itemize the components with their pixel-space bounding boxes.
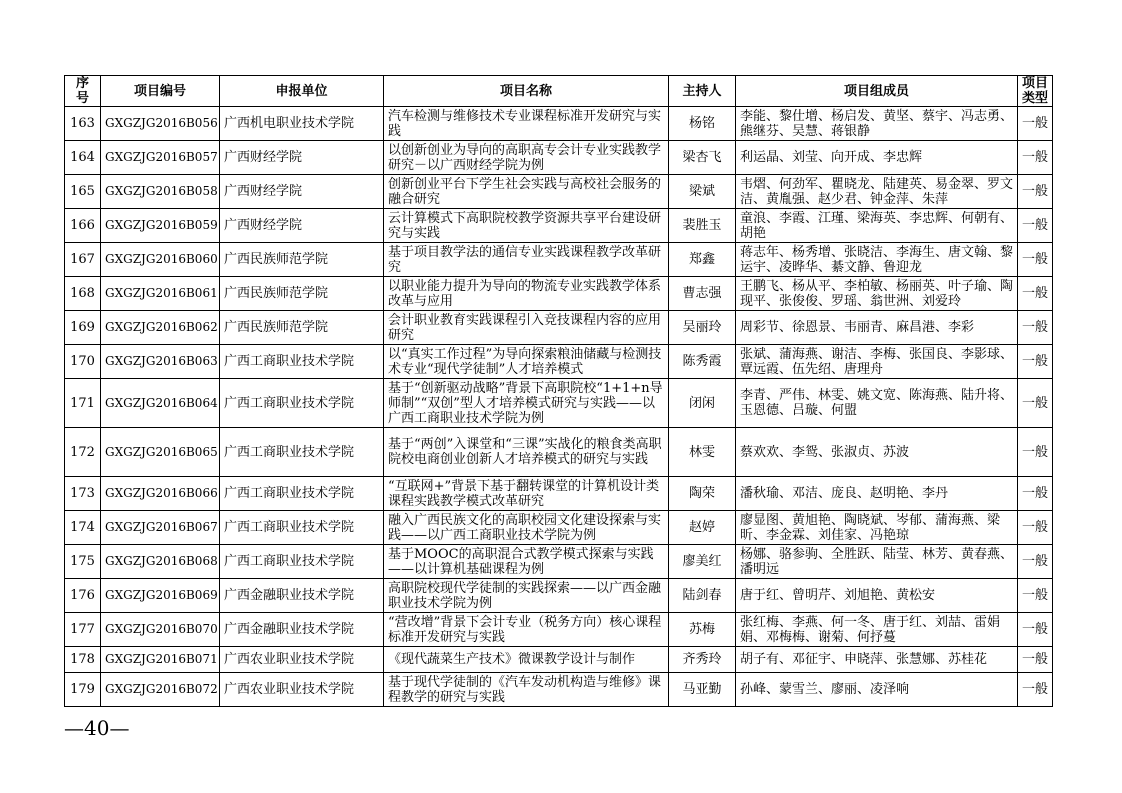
header-host: 主持人 [669, 76, 736, 107]
cell-name: 以职业能力提升为导向的物流专业实践教学体系改革与应用 [384, 277, 669, 311]
cell-no: 169 [65, 311, 101, 345]
cell-unit: 广西财经学院 [220, 141, 384, 175]
cell-type: 一般 [1018, 379, 1053, 428]
cell-unit: 广西财经学院 [220, 209, 384, 243]
cell-members: 李能、黎仕增、杨启发、黄坚、蔡宇、冯志勇、熊继芬、吴慧、蒋银静 [736, 107, 1018, 141]
table-row [65, 175, 1053, 209]
cell-type: 一般 [1018, 647, 1053, 673]
cell-no: 163 [65, 107, 101, 141]
cell-no: 164 [65, 141, 101, 175]
cell-unit: 广西农业职业技术学院 [220, 647, 384, 673]
cell-no: 174 [65, 511, 101, 545]
cell-code: GXGZJG2016B067 [101, 511, 220, 545]
cell-members: 周彩节、徐恩景、韦丽青、麻昌港、李彩 [736, 311, 1018, 345]
cell-members: 利运晶、刘莹、向开成、李忠辉 [736, 141, 1018, 175]
cell-name: “互联网+”背景下基于翻转课堂的计算机设计类课程实践教学模式改革研究 [384, 477, 669, 511]
table-row [65, 107, 1053, 141]
cell-host: 梁杏飞 [669, 141, 736, 175]
cell-name: 基于现代学徒制的《汽车发动机构造与维修》课程教学的研究与实践 [384, 673, 669, 707]
header-members: 项目组成员 [736, 76, 1018, 107]
cell-name: 高职院校现代学徒制的实践探索——以广西金融职业技术学院为例 [384, 579, 669, 613]
cell-code: GXGZJG2016B056 [101, 107, 220, 141]
cell-code: GXGZJG2016B061 [101, 277, 220, 311]
cell-host: 曹志强 [669, 277, 736, 311]
table-row [65, 428, 1053, 477]
cell-host: 陆剑春 [669, 579, 736, 613]
cell-no: 179 [65, 673, 101, 707]
cell-no: 173 [65, 477, 101, 511]
cell-type: 一般 [1018, 345, 1053, 379]
cell-type: 一般 [1018, 107, 1053, 141]
cell-unit: 广西工商职业技术学院 [220, 428, 384, 477]
cell-unit: 广西财经学院 [220, 175, 384, 209]
cell-members: 张斌、蒲海燕、谢洁、李梅、张国良、李影球、覃远霞、伍先绍、唐理舟 [736, 345, 1018, 379]
cell-name: 基于MOOC的高职混合式教学模式探索与实践——以计算机基础课程为例 [384, 545, 669, 579]
table-row [65, 311, 1053, 345]
cell-host: 郑鑫 [669, 243, 736, 277]
cell-members: 廖显图、黄旭艳、陶晓斌、岑郁、蒲海燕、梁昕、李金霖、刘佳家、冯艳琼 [736, 511, 1018, 545]
cell-code: GXGZJG2016B069 [101, 579, 220, 613]
cell-name: 基于“两创”入课堂和“三课”实战化的粮食类高职院校电商创业创新人才培养模式的研究与实践 [384, 428, 669, 477]
cell-code: GXGZJG2016B066 [101, 477, 220, 511]
cell-code: GXGZJG2016B057 [101, 141, 220, 175]
cell-no: 165 [65, 175, 101, 209]
cell-type: 一般 [1018, 141, 1053, 175]
cell-unit: 广西金融职业技术学院 [220, 613, 384, 647]
cell-type: 一般 [1018, 428, 1053, 477]
cell-unit: 广西工商职业技术学院 [220, 545, 384, 579]
cell-host: 林雯 [669, 428, 736, 477]
cell-no: 175 [65, 545, 101, 579]
cell-code: GXGZJG2016B064 [101, 379, 220, 428]
cell-host: 吴丽玲 [669, 311, 736, 345]
cell-host: 杨铭 [669, 107, 736, 141]
cell-host: 陶荣 [669, 477, 736, 511]
header-unit: 申报单位 [220, 76, 384, 107]
cell-members: 王鹏飞、杨从平、李柏敏、杨丽英、叶子瑜、陶现平、张俊俊、罗瑶、翁世洲、刘爱玲 [736, 277, 1018, 311]
cell-members: 潘秋瑜、邓洁、庞良、赵明艳、李丹 [736, 477, 1018, 511]
cell-no: 167 [65, 243, 101, 277]
project-table [64, 75, 1053, 707]
cell-unit: 广西工商职业技术学院 [220, 511, 384, 545]
cell-type: 一般 [1018, 243, 1053, 277]
table-row [65, 673, 1053, 707]
cell-members: 杨娜、骆参驹、全胜跃、陆莹、林芳、黄春燕、潘明远 [736, 545, 1018, 579]
header-no: 序号 [65, 76, 101, 107]
cell-name: 创新创业平台下学生社会实践与高校社会服务的融合研究 [384, 175, 669, 209]
cell-unit: 广西工商职业技术学院 [220, 379, 384, 428]
cell-code: GXGZJG2016B070 [101, 613, 220, 647]
cell-host: 马亚勤 [669, 673, 736, 707]
table-row [65, 345, 1053, 379]
cell-type: 一般 [1018, 477, 1053, 511]
cell-host: 廖美红 [669, 545, 736, 579]
cell-host: 赵婷 [669, 511, 736, 545]
header-type: 项目类型 [1018, 76, 1053, 107]
cell-unit: 广西民族师范学院 [220, 311, 384, 345]
cell-type: 一般 [1018, 311, 1053, 345]
cell-unit: 广西工商职业技术学院 [220, 477, 384, 511]
cell-code: GXGZJG2016B063 [101, 345, 220, 379]
table-row [65, 579, 1053, 613]
table-row [65, 379, 1053, 428]
page-number: —40— [64, 716, 130, 740]
cell-type: 一般 [1018, 673, 1053, 707]
cell-host: 裴胜玉 [669, 209, 736, 243]
table-row [65, 243, 1053, 277]
cell-members: 张红梅、李燕、何一冬、唐于红、刘喆、雷娟娟、邓梅梅、谢菊、何抒蔓 [736, 613, 1018, 647]
header-code: 项目编号 [101, 76, 220, 107]
cell-no: 176 [65, 579, 101, 613]
cell-name: 汽车检测与维修技术专业课程标准开发研究与实践 [384, 107, 669, 141]
table-row [65, 277, 1053, 311]
cell-name: 《现代蔬菜生产技术》微课教学设计与制作 [384, 647, 669, 673]
cell-no: 178 [65, 647, 101, 673]
table-row [65, 511, 1053, 545]
cell-code: GXGZJG2016B059 [101, 209, 220, 243]
cell-members: 孙峰、蒙雪兰、廖丽、凌泽响 [736, 673, 1018, 707]
cell-name: 基于“创新驱动战略”背景下高职院校“1+1+n导师制”“双创”型人才培养模式研究与实践——以广西工商职业技术学院为例 [384, 379, 669, 428]
cell-code: GXGZJG2016B058 [101, 175, 220, 209]
cell-no: 172 [65, 428, 101, 477]
cell-unit: 广西农业职业技术学院 [220, 673, 384, 707]
cell-no: 170 [65, 345, 101, 379]
table-row [65, 545, 1053, 579]
cell-code: GXGZJG2016B065 [101, 428, 220, 477]
cell-host: 陈秀霞 [669, 345, 736, 379]
cell-members: 韦熠、何劲军、瞿晓龙、陆建英、易金翠、罗文洁、黄胤强、赵少君、钟金萍、朱萍 [736, 175, 1018, 209]
cell-type: 一般 [1018, 175, 1053, 209]
cell-code: GXGZJG2016B068 [101, 545, 220, 579]
cell-type: 一般 [1018, 209, 1053, 243]
cell-type: 一般 [1018, 613, 1053, 647]
cell-name: 融入广西民族文化的高职校园文化建设探索与实践——以广西工商职业技术学院为例 [384, 511, 669, 545]
cell-members: 胡子有、邓征宇、申晓萍、张慧娜、苏桂花 [736, 647, 1018, 673]
cell-name: “营改增”背景下会计专业（税务方向）核心课程标准开发研究与实践 [384, 613, 669, 647]
cell-unit: 广西民族师范学院 [220, 243, 384, 277]
cell-members: 童浪、李霞、江瑾、梁海英、李忠辉、何朝有、胡艳 [736, 209, 1018, 243]
cell-name: 以“真实工作过程”为导向探索粮油储藏与检测技术专业“现代学徒制”人才培养模式 [384, 345, 669, 379]
header-name: 项目名称 [384, 76, 669, 107]
table-row [65, 477, 1053, 511]
table-row [65, 209, 1053, 243]
cell-type: 一般 [1018, 579, 1053, 613]
cell-host: 闭闲 [669, 379, 736, 428]
cell-host: 苏梅 [669, 613, 736, 647]
cell-unit: 广西机电职业技术学院 [220, 107, 384, 141]
cell-type: 一般 [1018, 277, 1053, 311]
table-row [65, 613, 1053, 647]
cell-host: 梁斌 [669, 175, 736, 209]
cell-code: GXGZJG2016B071 [101, 647, 220, 673]
cell-name: 云计算模式下高职院校教学资源共享平台建设研究与实践 [384, 209, 669, 243]
cell-members: 李青、严伟、林雯、姚文宽、陈海燕、陆升将、玉恩德、吕璇、何盟 [736, 379, 1018, 428]
cell-no: 177 [65, 613, 101, 647]
table-row [65, 647, 1053, 673]
cell-members: 蒋志年、杨秀增、张晓洁、李海生、唐文翰、黎运宇、凌晔华、綦文静、鲁迎龙 [736, 243, 1018, 277]
table-row [65, 141, 1053, 175]
cell-type: 一般 [1018, 545, 1053, 579]
cell-unit: 广西民族师范学院 [220, 277, 384, 311]
cell-host: 齐秀玲 [669, 647, 736, 673]
table-header-row [65, 76, 1053, 107]
cell-unit: 广西金融职业技术学院 [220, 579, 384, 613]
cell-name: 以创新创业为导向的高职高专会计专业实践教学研究－以广西财经学院为例 [384, 141, 669, 175]
cell-no: 171 [65, 379, 101, 428]
cell-members: 蔡欢欢、李鸳、张淑贞、苏波 [736, 428, 1018, 477]
cell-name: 基于项目教学法的通信专业实践课程教学改革研究 [384, 243, 669, 277]
cell-code: GXGZJG2016B072 [101, 673, 220, 707]
cell-code: GXGZJG2016B060 [101, 243, 220, 277]
cell-code: GXGZJG2016B062 [101, 311, 220, 345]
cell-members: 唐于红、曾明芹、刘旭艳、黄松安 [736, 579, 1018, 613]
cell-type: 一般 [1018, 511, 1053, 545]
cell-name: 会计职业教育实践课程引入竞技课程内容的应用研究 [384, 311, 669, 345]
cell-no: 166 [65, 209, 101, 243]
cell-no: 168 [65, 277, 101, 311]
cell-unit: 广西工商职业技术学院 [220, 345, 384, 379]
